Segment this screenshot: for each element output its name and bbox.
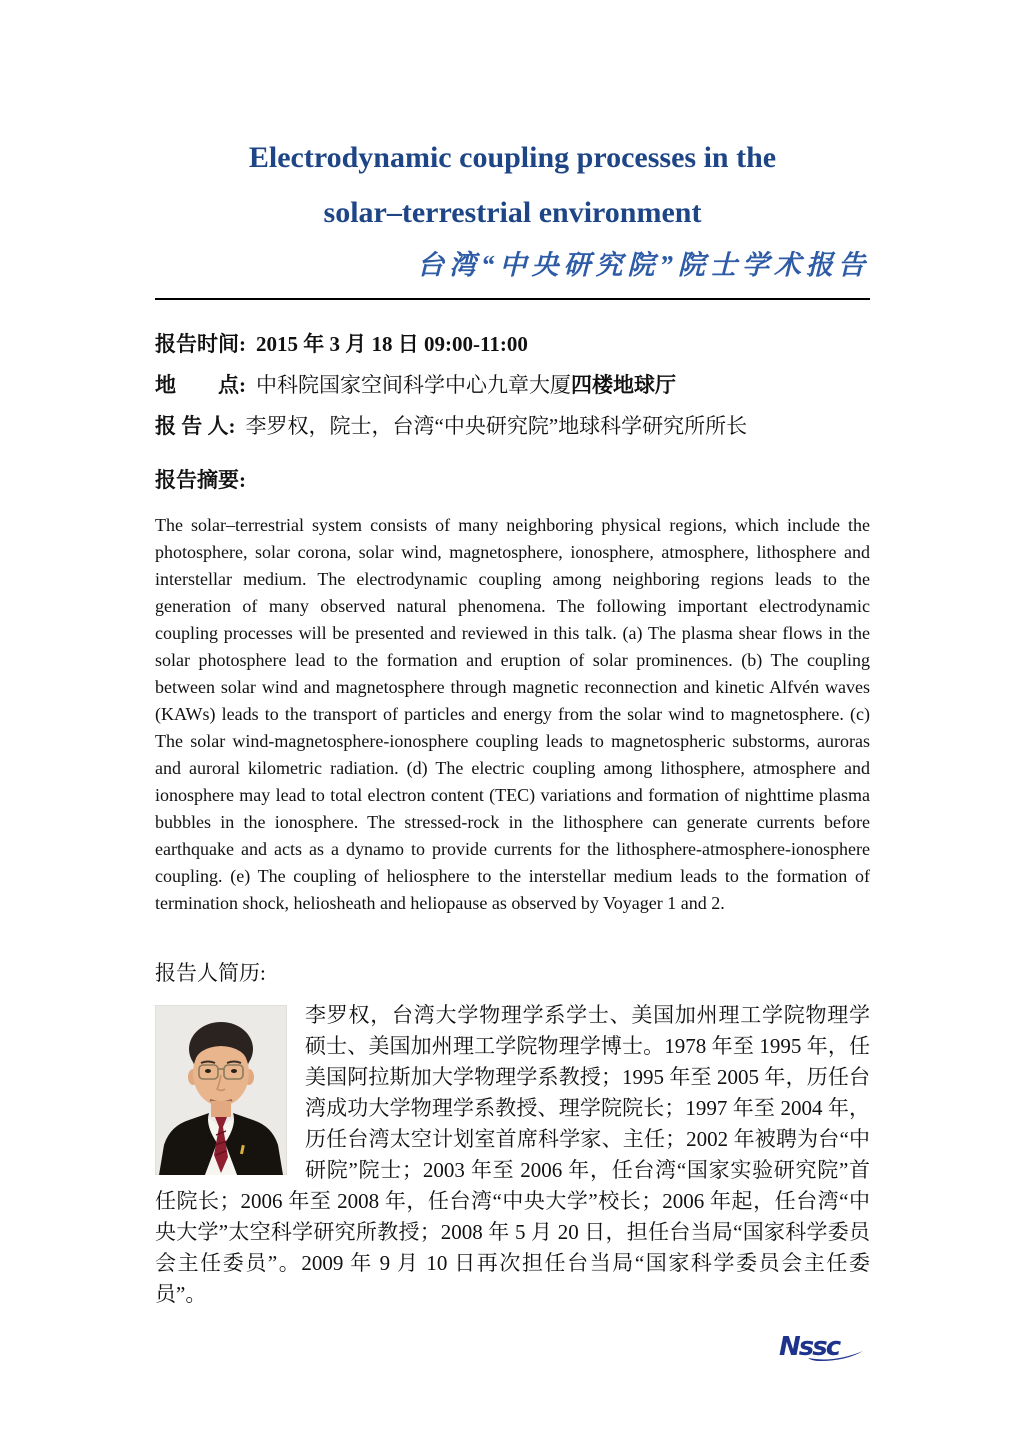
abstract-body: The solar–terrestrial system consists of many neighboring physical regions, which include the photosphere, solar corona, solar wind, magnetosphere, ionosphere, atmosphere, lithosphere and interstellar medium. The electrodynamic coupling among neighboring regions leads to the generation of many observed natural phenomena. The following important electrodynamic coupling processes will be presented and reviewed in this talk. (a) The plasma shear flows in the solar photosphere lead to the formation and eruption of solar prominences. (b) The coupling between solar wind and magnetosphere through magnetic reconnection and kinetic Alfvén waves (KAWs) leads to the transport of particles and energy from the solar wind to magnetosphere. (c) The solar wind-magnetosphere-ionosphere coupling leads to magnetospheric substorms, auroras and auroral kilometric radiation. (d) The electric coupling among lithosphere, atmosphere and ionosphere may lead to total electron content (TEC) variations and formation of nighttime plasma bubbles in the ionosphere. The stressed-rock in the lithosphere can generate currents before earthquake and acts as a dynamo to provide currents for the lithosphere-atmosphere-ionosphere coupling. (e) The coupling of heliosphere to the interstellar medium leads to the formation of termination shock, heliosheath and heliopause as observed by Voyager 1 and 2.: [155, 515, 870, 913]
header-divider-line: [155, 298, 870, 300]
page-subtitle-chinese: 台湾“中央研究院”院士学术报告: [417, 250, 870, 280]
seminar-location-row: [155, 371, 870, 399]
location-highlight: 四楼地球厅: [571, 373, 676, 397]
speaker-label: 报 告 人:: [155, 414, 236, 438]
bio-body-text: 李罗权，台湾大学物理学系学士、美国加州理工学院物理学硕士、美国加州理工学院物理学博士。1978 年至 1995 年，任美国阿拉斯加大学物理学系教授；1995 年至 2005 年，历任台湾成功大学物理学系教授、理学院院长；1997 年至 2004 年，历任台湾太空计划室首席科学家、主任；2002 年被聘为台“中研院”院士；2003 年至 2006 年，任台湾“国家实验研究院”首任院长；2006 年至 2008 年，任台湾“中央大学”校长；2006 年起，任台湾“中央大学”太空科学研究所教授；2008 年 5 月 20 日，担任台当局“国家科学委员会主任委员”。2009 年 9 月 10 日再次担任台当局“国家科学委员会主任委员”。: [155, 1003, 870, 1306]
footer-logo-row: [155, 1328, 870, 1368]
bio-heading: 报告人简历:: [155, 961, 266, 985]
location-value: 中科院国家空间科学中心九章大厦: [256, 373, 571, 397]
page-title-line1: Electrodynamic coupling processes in the: [248, 141, 777, 174]
abstract-heading: 报告摘要:: [155, 468, 246, 492]
bio-section: [155, 1000, 870, 1310]
seminar-speaker-row: [155, 412, 870, 440]
seminar-info-block: [155, 330, 870, 440]
time-value: 2015 年 3 月 18 日 09:00-11:00: [256, 332, 528, 356]
nssc-logo-text: Nssc: [779, 1332, 840, 1362]
nssc-logo: [778, 1328, 866, 1366]
page-title-line2: solar–terrestrial environment: [323, 196, 702, 229]
seminar-time-row: [155, 330, 870, 358]
speaker-portrait-illustration: [155, 1005, 287, 1175]
speaker-portrait-photo: [155, 1005, 287, 1175]
time-label: 报告时间:: [155, 332, 246, 356]
speaker-value: 李罗权，院士，台湾“中央研究院”地球科学研究所所长: [245, 414, 748, 438]
location-label: 地 点:: [155, 373, 246, 397]
